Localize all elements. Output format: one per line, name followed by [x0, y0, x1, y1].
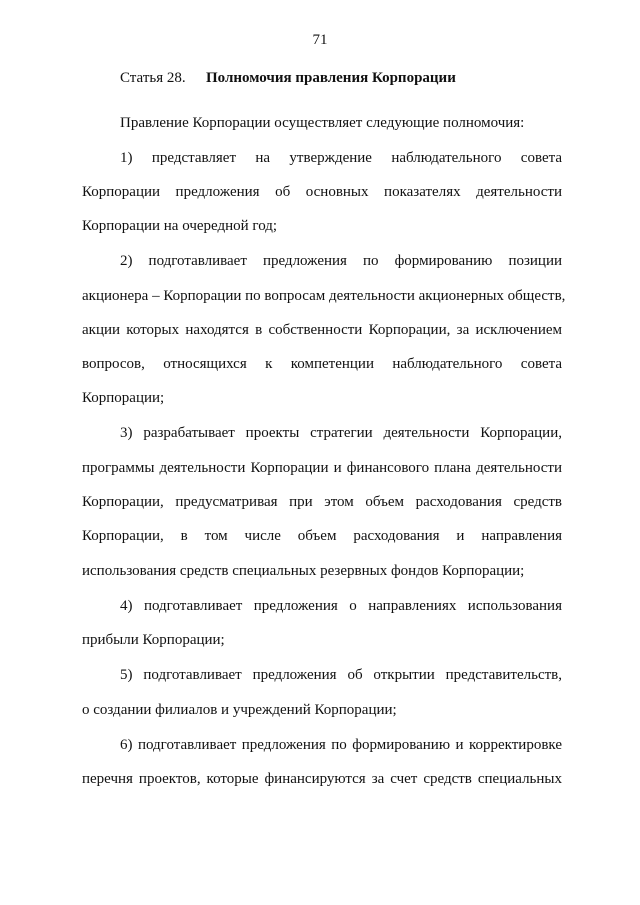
page-number: 71: [312, 32, 328, 48]
text-line: вопросов, относящихся к компетенции наблюдательного совета: [82, 356, 562, 372]
text-line: 6) подготавливает предложения по формированию и корректировке: [120, 737, 562, 753]
text-line: 5) подготавливает предложения об открытии представительств,: [120, 667, 562, 683]
text-line: 4) подготавливает предложения о направлениях использования: [120, 598, 562, 614]
text-line: Корпорации на очередной год;: [82, 218, 278, 234]
text-line: Корпорации, предусматривая при этом объем расходования средств: [82, 494, 562, 510]
text-line: 3) разрабатывает проекты стратегии деятельности Корпорации,: [120, 425, 562, 441]
article-heading: [120, 70, 456, 87]
text-line: Корпорации;: [82, 390, 165, 406]
text-line: Корпорации, в том числе объем расходования и направления: [82, 528, 562, 544]
text-line: акционера – Корпорации по вопросам деятельности акционерных обществ,: [82, 288, 566, 304]
intro-paragraph: Правление Корпорации осуществляет следующие полномочия:: [120, 115, 525, 131]
text-line: перечня проектов, которые финансируются за счет средств специальных: [82, 771, 562, 787]
text-line: акции которых находятся в собственности Корпорации, за исключением: [82, 322, 562, 338]
text-line: 1) представляет на утверждение наблюдательного совета: [120, 150, 562, 166]
text-line: о создании филиалов и учреждений Корпорации;: [82, 702, 397, 718]
text-line: программы деятельности Корпорации и финансового плана деятельности: [82, 460, 562, 476]
text-line: Корпорации предложения об основных показателях деятельности: [82, 184, 562, 200]
text-line: 2) подготавливает предложения по формированию позиции: [120, 253, 562, 269]
article-title: Полномочия правления Корпорации: [206, 70, 456, 86]
text-line: прибыли Корпорации;: [82, 632, 225, 648]
text-line: использования средств специальных резервных фондов Корпорации;: [82, 563, 525, 579]
article-label: Статья 28.: [120, 70, 186, 86]
